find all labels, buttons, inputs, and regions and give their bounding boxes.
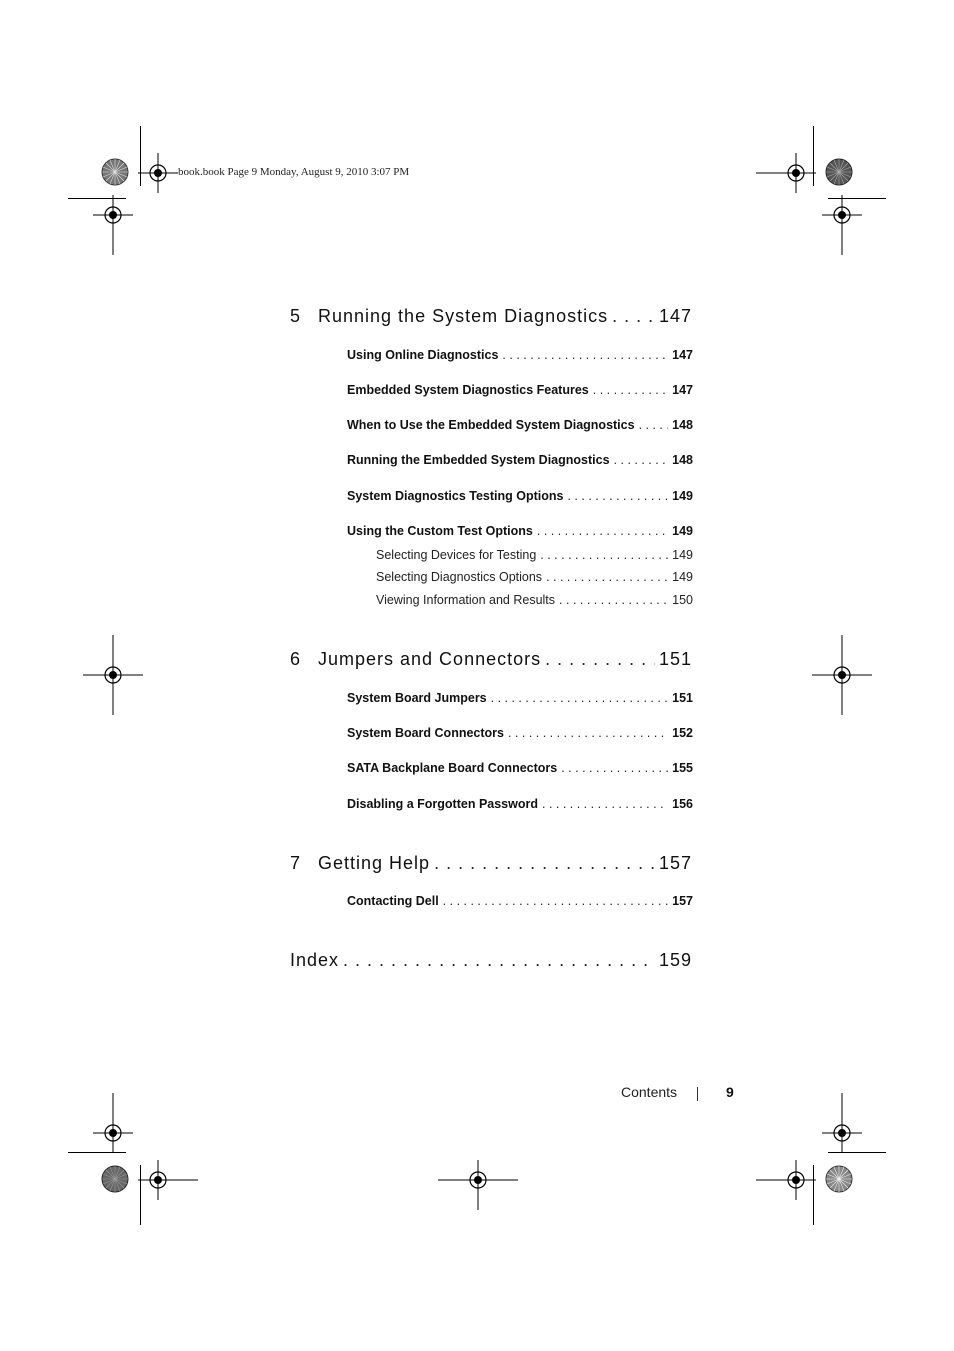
toc-section[interactable] <box>347 418 693 432</box>
chapter-number: 5 <box>290 306 302 326</box>
toc-chapter-6[interactable] <box>290 649 692 670</box>
registration-mark-icon <box>138 153 178 193</box>
toc-section[interactable] <box>347 797 693 811</box>
subsection-title: Selecting Devices for Testing <box>376 548 537 562</box>
subsection-page: 149 <box>672 570 693 584</box>
registration-mark-icon <box>438 1160 518 1210</box>
registration-mark-icon <box>812 635 872 715</box>
toc-section[interactable] <box>347 489 693 503</box>
footer-separator <box>697 1087 698 1101</box>
section-title: Using Online Diagnostics <box>347 348 499 362</box>
toc-chapter-7[interactable] <box>290 853 692 874</box>
section-page: 151 <box>672 691 693 705</box>
registration-mark-icon <box>756 153 816 193</box>
registration-mark-icon <box>822 195 862 255</box>
toc-section[interactable] <box>347 894 693 908</box>
chapter-number: 6 <box>290 649 302 669</box>
toc-chapter-5[interactable] <box>290 306 692 327</box>
leader-dots <box>508 726 668 740</box>
leader-dots <box>546 570 668 584</box>
leader-dots <box>561 761 668 775</box>
chapter-number: 7 <box>290 853 302 873</box>
subsection-title: Viewing Information and Results <box>376 593 556 607</box>
leader-dots <box>343 950 655 971</box>
chapter-title: Running the System Diagnostics <box>318 306 609 326</box>
section-page: 155 <box>672 761 693 775</box>
section-title: Contacting Dell <box>347 894 439 908</box>
leader-dots <box>545 649 655 670</box>
section-title: System Diagnostics Testing Options <box>347 489 564 503</box>
index-page: 159 <box>658 950 692 970</box>
leader-dots <box>491 691 669 705</box>
leader-dots <box>567 489 668 503</box>
registration-mark-icon <box>93 195 133 255</box>
toc-subsection[interactable] <box>376 548 693 562</box>
toc-section[interactable] <box>347 453 693 467</box>
leader-dots <box>639 418 669 432</box>
section-page: 157 <box>672 894 693 908</box>
registration-mark-icon <box>83 635 143 715</box>
index-title: Index <box>290 950 340 970</box>
section-title: When to Use the Embedded System Diagnostics <box>347 418 635 432</box>
section-page: 147 <box>672 348 693 362</box>
section-title: Embedded System Diagnostics Features <box>347 383 589 397</box>
leader-dots <box>434 853 655 874</box>
section-page: 148 <box>672 418 693 432</box>
toc-index[interactable] <box>290 950 692 971</box>
toc-subsection[interactable] <box>376 570 693 584</box>
section-page: 156 <box>672 797 693 811</box>
section-title: Disabling a Forgotten Password <box>347 797 538 811</box>
section-page: 147 <box>672 383 693 397</box>
section-page: 149 <box>672 524 693 538</box>
subsection-title: Selecting Diagnostics Options <box>376 570 543 584</box>
star-target-icon <box>101 1165 129 1193</box>
chapter-page: 157 <box>658 853 692 873</box>
leader-dots <box>614 453 669 467</box>
leader-dots <box>540 548 668 562</box>
section-title: Running the Embedded System Diagnostics <box>347 453 610 467</box>
toc-section[interactable] <box>347 726 693 740</box>
print-header-info: book.book Page 9 Monday, August 9, 2010 3:07 PM <box>178 166 410 178</box>
registration-mark-icon <box>822 1093 862 1153</box>
leader-dots <box>542 797 668 811</box>
footer-page-number: 9 <box>726 1084 734 1100</box>
registration-mark-icon <box>756 1160 816 1200</box>
section-title: System Board Jumpers <box>347 691 487 705</box>
section-page: 148 <box>672 453 693 467</box>
leader-dots <box>593 383 668 397</box>
section-page: 149 <box>672 489 693 503</box>
leader-dots <box>612 306 655 327</box>
chapter-title: Jumpers and Connectors <box>318 649 542 669</box>
leader-dots <box>559 593 668 607</box>
chapter-page: 147 <box>658 306 692 326</box>
subsection-page: 150 <box>672 593 693 607</box>
leader-dots <box>502 348 668 362</box>
star-target-icon <box>825 1165 853 1193</box>
star-target-icon <box>101 158 129 186</box>
footer-section-label: Contents <box>621 1084 678 1100</box>
toc-section[interactable] <box>347 761 693 775</box>
toc-section[interactable] <box>347 348 693 362</box>
chapter-title: Getting Help <box>318 853 431 873</box>
subsection-page: 149 <box>672 548 693 562</box>
section-title: Using the Custom Test Options <box>347 524 533 538</box>
toc-section[interactable] <box>347 383 693 397</box>
section-page: 152 <box>672 726 693 740</box>
leader-dots <box>537 524 668 538</box>
section-title: SATA Backplane Board Connectors <box>347 761 558 775</box>
star-target-icon <box>825 158 853 186</box>
toc-subsection[interactable] <box>376 593 693 607</box>
section-title: System Board Connectors <box>347 726 504 740</box>
registration-mark-icon <box>138 1160 198 1200</box>
leader-dots <box>443 894 668 908</box>
chapter-page: 151 <box>658 649 692 669</box>
toc-section[interactable] <box>347 691 693 705</box>
toc-section[interactable] <box>347 524 693 538</box>
registration-mark-icon <box>93 1093 133 1153</box>
